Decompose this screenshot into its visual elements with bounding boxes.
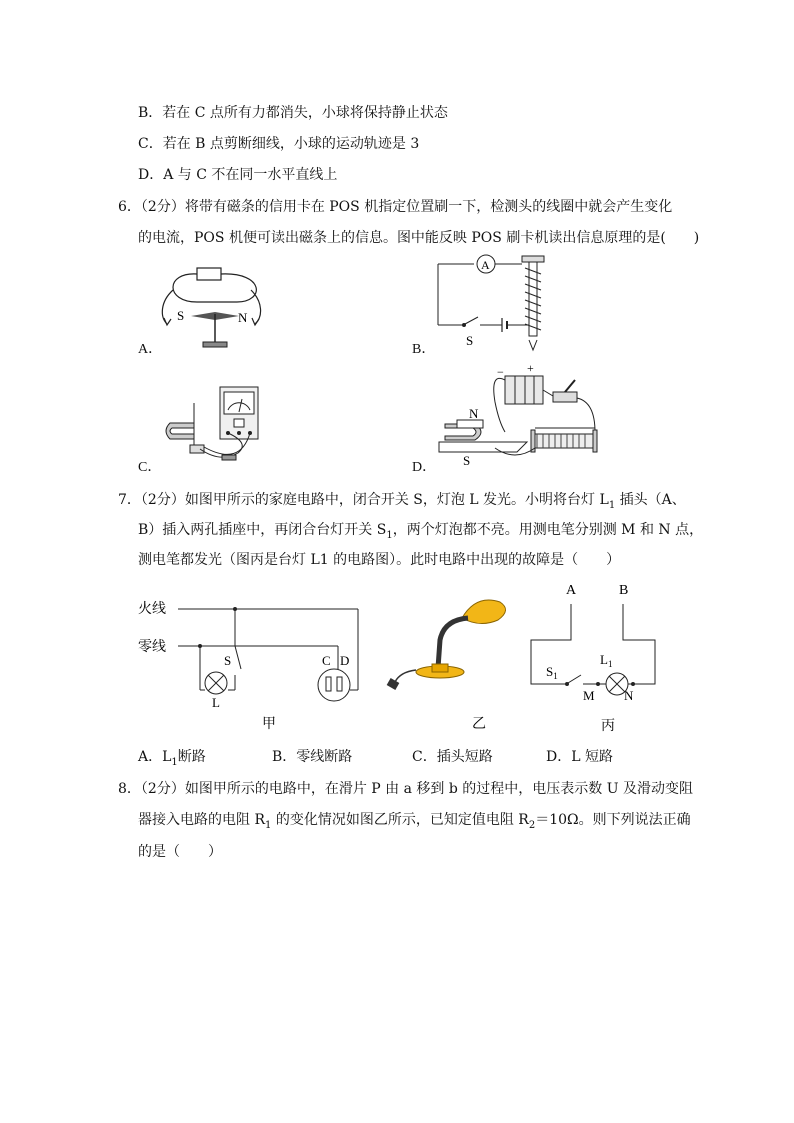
q6-figure-a [155, 262, 275, 354]
fig-bing-n-label: N [624, 688, 634, 703]
fig-d-s-label: S [463, 453, 471, 468]
fig-a-n-label: N [238, 310, 248, 325]
q6-figure-b [430, 250, 555, 352]
fig-b-switch-label: S [466, 333, 474, 348]
q6-option-a-label: A． [138, 342, 163, 357]
q7-figure-jia [138, 595, 373, 740]
q8-stem-line2: 器接入电路的电阻 $R_1$ 的变化情况如图乙所示，已知定值电阻 $R_2=10\Omega$。则下列说法正确 [138, 812, 691, 831]
fig-jia-l-label: L [212, 695, 220, 710]
fig-b-ammeter-label: A [481, 258, 490, 272]
q8-stem-line1: 8．（2分）如图甲所示的电路中，在滑片 P 由 a 移到 b 的过程中，电压表示数 U 及滑动变阻 [118, 781, 693, 797]
fig-bing-b-label: B [619, 583, 629, 598]
q7-option-d: D．L 短路 [546, 749, 613, 765]
fig-jia-neutral-label: 零线 [138, 640, 166, 655]
q7-figure-yi [380, 590, 520, 735]
fig-jia-caption: 甲 [262, 717, 276, 732]
q5-option-d: D．A 与 C 不在同一水平直线上 [138, 167, 338, 183]
q6-stem-line2: 的电流，POS 机便可读出磁条上的信息。图中能反映 POS 刷卡机读出信息原理的是( ) [138, 230, 700, 246]
q7-stem-line1: 7．（2分）如图甲所示的家庭电路中，闭合开关 S，灯泡 L 发光。小明将台灯 $L_1$ 插头（A、 [118, 492, 686, 511]
fig-jia-d-label: D [340, 653, 350, 668]
q6-stem-line1: 6．（2分）将带有磁条的信用卡在 POS 机指定位置刷一下，检测头的线圈中就会产生变化 [118, 199, 673, 215]
q7-option-a: A．$L_1$断路 [138, 749, 206, 768]
fig-bing-caption: 丙 [601, 719, 615, 734]
fig-d-minus: − [497, 365, 504, 379]
q6-figure-d [435, 362, 610, 468]
q7-option-b: B．零线断路 [272, 749, 353, 765]
fig-bing-m-label: M [583, 688, 595, 703]
fig-jia-live-label: 火线 [138, 602, 166, 617]
fig-bing-l1-label: $L_1$ [600, 652, 613, 669]
q8-stem-line3: 的是（ ） [138, 844, 222, 860]
fig-jia-s-label: S [224, 653, 232, 668]
q7-stem-line2: B）插入两孔插座中，再闭合台灯开关 $S_1$，两个灯泡都不亮。用测电笔分别测 M 和 N 点， [138, 522, 704, 541]
q6-option-b-label: B． [412, 342, 436, 357]
fig-d-n-label: N [469, 406, 479, 421]
fig-bing-s1-label: $S_1$ [546, 664, 558, 681]
q6-option-c-label: C． [138, 460, 162, 475]
q5-option-b: B．若在 C 点所有力都消失，小球将保持静止状态 [138, 105, 448, 121]
fig-bing-a-label: A [566, 583, 577, 598]
fig-jia-c-label: C [322, 653, 331, 668]
fig-yi-caption: 乙 [472, 717, 486, 732]
q7-stem-line3: 测电笔都发光（图丙是台灯 L1 的电路图）。此时电路中出现的故障是（ ） [138, 552, 621, 568]
fig-d-plus: + [527, 362, 534, 375]
q7-option-c: C．插头短路 [412, 749, 493, 765]
q7-figure-bing [525, 578, 665, 738]
fig-a-s-label: S [177, 308, 185, 323]
q5-option-c: C．若在 B 点剪断细线，小球的运动轨迹是 3 [138, 136, 420, 152]
q6-figure-c [160, 383, 270, 465]
q6-option-d-label: D． [412, 460, 437, 475]
